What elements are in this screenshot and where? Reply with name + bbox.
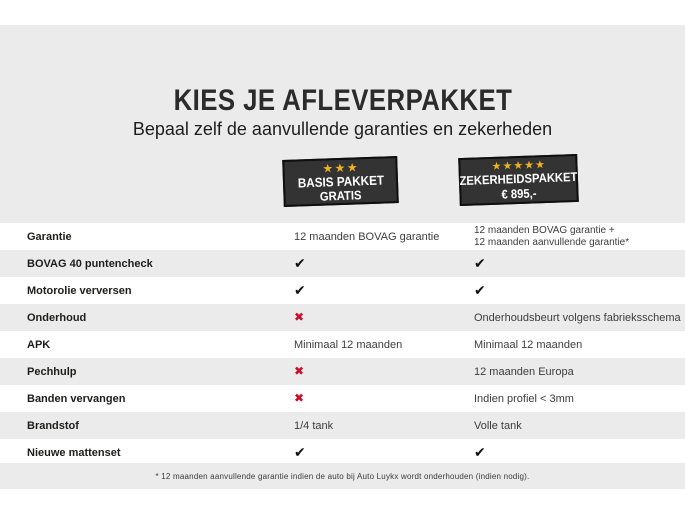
cell-text: 12 maanden BOVAG garantie [294, 230, 440, 243]
cell-text: Onderhoudsbeurt volgens fabrieksschema [474, 311, 681, 324]
cross-icon: ✖ [294, 364, 305, 378]
cell-basis [294, 365, 474, 378]
cell-text: 12 maanden Europa [474, 365, 574, 378]
cell-text: Volle tank [474, 419, 522, 432]
cell-text: Minimaal 12 maanden [474, 338, 583, 351]
cell-zekerheid [474, 393, 685, 405]
table-row [0, 385, 685, 412]
cell-text: 12 maanden aanvullende garantie* [474, 236, 630, 248]
row-label: APK [27, 338, 51, 351]
row-label: Motorolie verversen [27, 284, 132, 297]
table-row [0, 304, 685, 331]
star-rating-icon: ★★★ [322, 159, 360, 176]
page-title-wrap [0, 84, 685, 118]
check-icon: ✔ [294, 444, 306, 461]
table-row [0, 331, 685, 358]
comparison-table [0, 223, 685, 466]
package-name: BASIS PAKKET [297, 172, 384, 191]
row-label: Nieuwe mattenset [27, 446, 121, 459]
cross-icon: ✖ [294, 391, 305, 405]
cell-basis [294, 257, 474, 271]
page-subtitle-wrap [0, 119, 685, 140]
cell-zekerheid [474, 225, 685, 249]
package-price: € 895,- [501, 186, 537, 202]
package-price: GRATIS [319, 187, 363, 204]
cell-zekerheid [474, 284, 685, 298]
check-icon: ✔ [474, 444, 486, 461]
cell-zekerheid [474, 312, 685, 324]
cell-basis [294, 311, 474, 324]
cell-basis [294, 446, 474, 460]
row-label: Onderhoud [27, 311, 87, 324]
package-name: ZEKERHEIDSPAKKET [459, 169, 578, 189]
check-icon: ✔ [474, 255, 486, 272]
table-row [0, 439, 685, 466]
cell-text: Indien profiel < 3mm [474, 392, 574, 405]
row-label: Brandstof [27, 419, 79, 432]
check-icon: ✔ [294, 282, 306, 299]
row-label: Pechhulp [27, 365, 77, 378]
page-title: KIES JE AFLEVERPAKKET [173, 84, 512, 117]
cell-zekerheid [474, 339, 685, 351]
cell-basis [294, 392, 474, 405]
page-subtitle: Bepaal zelf de aanvullende garanties en zekerheden [132, 119, 553, 139]
check-icon: ✔ [474, 282, 486, 299]
cross-icon: ✖ [294, 310, 305, 324]
cell-text: 1/4 tank [294, 419, 334, 432]
cell-zekerheid [474, 257, 685, 271]
table-row [0, 412, 685, 439]
table-row [0, 223, 685, 250]
cell-zekerheid [474, 420, 685, 432]
table-row [0, 277, 685, 304]
cell-text: Minimaal 12 maanden [294, 338, 403, 351]
package-badge-basis [282, 156, 399, 207]
cell-basis [294, 284, 474, 298]
cell-basis [294, 420, 474, 432]
footnote-text: * 12 maanden aanvullende garantie indien de auto bij Auto Luykx wordt onderhouden (indien nodig). [155, 471, 530, 481]
row-label: Garantie [27, 230, 72, 243]
table-row [0, 250, 685, 277]
cell-zekerheid [474, 366, 685, 378]
footnote-band [0, 463, 685, 489]
row-label: Banden vervangen [27, 392, 126, 405]
row-label: BOVAG 40 puntencheck [27, 257, 153, 270]
package-badge-zekerheid [458, 154, 579, 206]
cell-basis [294, 231, 474, 243]
check-icon: ✔ [294, 255, 306, 272]
star-rating-icon: ★★★★★ [491, 158, 547, 173]
cell-basis [294, 339, 474, 351]
cell-zekerheid [474, 446, 685, 460]
cell-text: 12 maanden BOVAG garantie + [474, 224, 615, 236]
table-row [0, 358, 685, 385]
